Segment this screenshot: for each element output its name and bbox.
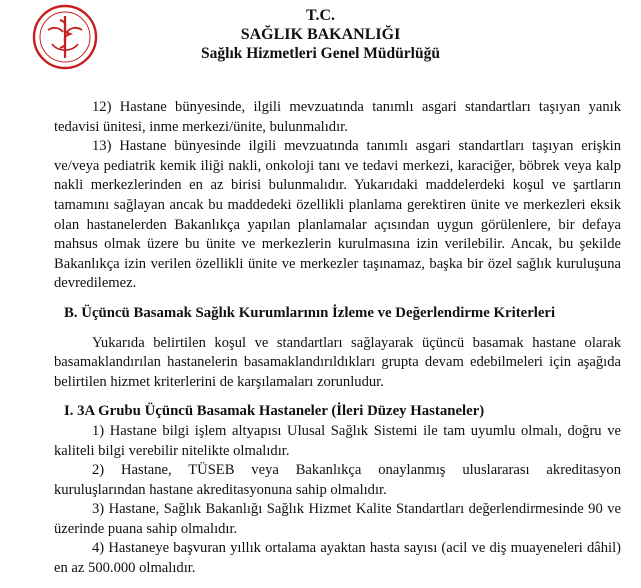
paragraph-12: 12) Hastane bünyesinde, ilgili mevzuatında tanımlı asgari standartları taşıyan yanık tedavisi ünitesi, inme merkezi/ünite, bulunmalıdır. [54,99,621,135]
paragraph-13: 13) Hastane bünyesinde ilgili mevzuatında tanımlı asgari standartları taşıyan erişkin ve/veya pediatrik kemik iliği nakli, onkoloji tanı ve tedavi merkezi, karaciğer, böbrek veya kalp nakli merkezlerinden en az birisi bulunmalıdır. Yukarıdaki maddelerdeki koşul ve şartların tamamını sağlayan ancak bu maddedeki özellikli planlama gerektiren ünite ve merkezleri eksik olan hastanelerden Bakanlıkça yapılan planlamalar açısından uygun görülenlere, bir defaya mahsus olmak üzere bu ünite ve merkezlerin kurulmasına izin verilebilir. Ancak, bu şekilde Bakanlıkça izin verilen özellikli ünite ve merkezler taşınamaz, başka bir özel sağlık kuruluşuna devredilemez. [54,138,621,292]
criterion-4: 4) Hastaneye başvuran yıllık ortalama ayaktan hasta sayısı (acil ve diş muayeneleri dâhil) en az 500.000 olmalıdır. [54,540,621,577]
criterion-3: 3) Hastane, Sağlık Bakanlığı Sağlık Hizmet Kalite Standartları değerlendirmesinde 90 ve üzerinde puana sahip olmalıdır. [54,501,621,537]
document-body [54,98,621,579]
document-header [0,6,641,63]
section-b-heading: B. Üçüncü Basamak Sağlık Kurumlarının İzleme ve Değerlendirme Kriterleri [64,304,556,321]
header-directorate: Sağlık Hizmetleri Genel Müdürlüğü [201,45,440,62]
criterion-1: 1) Hastane bilgi işlem altyapısı Ulusal Sağlık Sistemi ile tam uyumlu olmalı, doğru ve kaliteli bilgi verebilir nitelikte olmalıdır. [54,422,621,459]
section-i-heading: I. 3A Grubu Üçüncü Basamak Hastaneler (İleri Düzey Hastaneler) [64,403,485,420]
header-ministry: SAĞLIK BAKANLIĞI [240,26,401,43]
section-b-intro: Yukarıda belirtilen koşul ve standartları sağlayarak üçüncü basamak hastane olarak basamaklandırılan hastanelerin basamaklandırıldıkları grupta devam edebilmeleri için aşağıda belirtilen hizmet kriterlerini de karşılamaları zorunludur. [54,334,621,390]
header-tc: T.C. [305,7,336,24]
criterion-2: 2) Hastane, TÜSEB veya Bakanlıkça onaylanmış uluslararası akreditasyon kuruluşlarından hastane akreditasyonuna sahip olmalıdır. [54,462,621,498]
